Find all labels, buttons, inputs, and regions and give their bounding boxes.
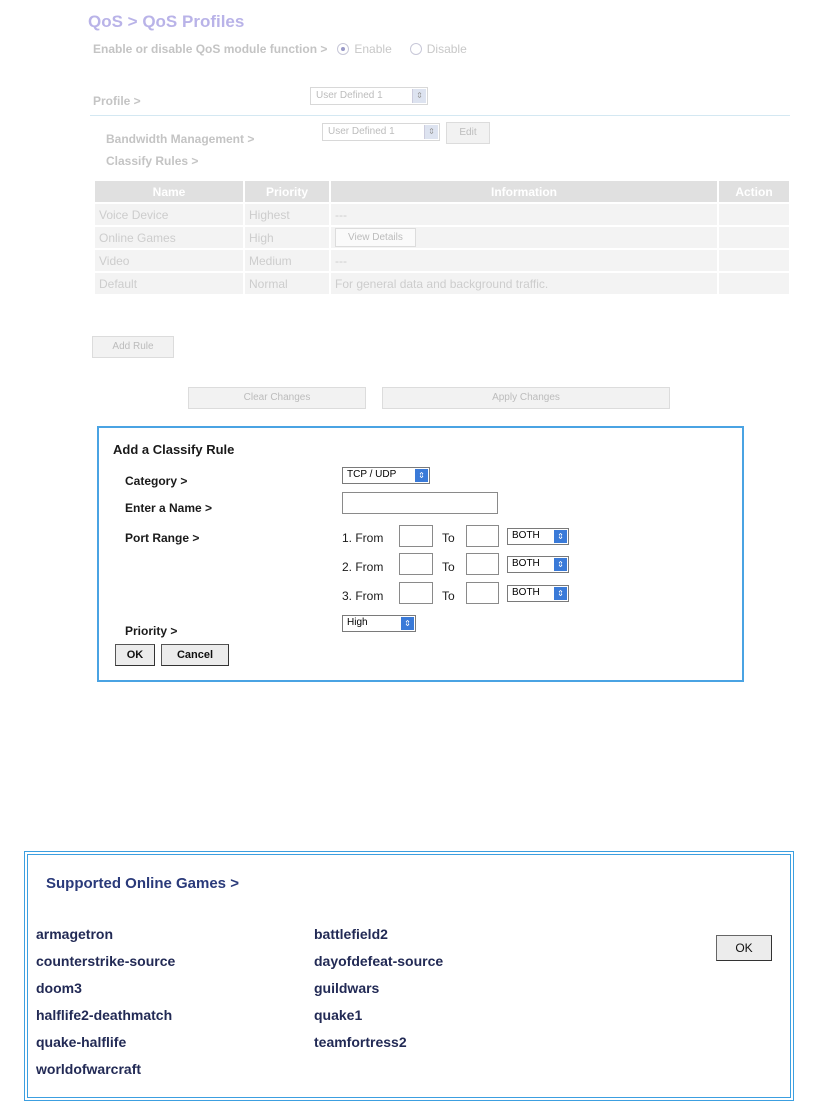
enter-name-label: Enter a Name > — [125, 501, 213, 515]
clear-changes-button[interactable]: Clear Changes — [188, 387, 366, 409]
row-priority: Medium — [245, 250, 329, 271]
header-name: Name — [95, 181, 243, 202]
game-item: doom3 — [36, 980, 82, 996]
port-from-label: 3. From — [342, 589, 384, 603]
port-to-input[interactable] — [466, 553, 499, 575]
port-from-input[interactable] — [399, 525, 433, 547]
category-label: Category > — [125, 474, 188, 488]
supported-games-dialog — [24, 851, 794, 1101]
port-to-label: To — [442, 589, 455, 603]
row-action — [719, 227, 789, 248]
game-item: armagetron — [36, 926, 114, 942]
enable-radio[interactable] — [337, 43, 349, 55]
category-select-value: TCP / UDP — [347, 469, 397, 480]
port-to-input[interactable] — [466, 525, 499, 547]
game-item: guildwars — [314, 980, 380, 996]
disable-radio[interactable] — [410, 43, 422, 55]
port-range-label: Port Range > — [125, 531, 200, 545]
game-item: battlefield2 — [314, 926, 388, 942]
game-item: halflife2-deathmatch — [36, 1007, 173, 1023]
enable-row — [93, 42, 475, 56]
game-item: counterstrike-source — [36, 953, 176, 969]
row-priority: Highest — [245, 204, 329, 225]
select-arrows-icon: ⇕ — [424, 125, 438, 139]
row-info — [331, 227, 717, 248]
port-to-label: To — [442, 560, 455, 574]
select-arrows-icon: ⇕ — [415, 469, 428, 482]
edit-button[interactable]: Edit — [446, 122, 490, 144]
row-priority: Normal — [245, 273, 329, 294]
bandwidth-select[interactable] — [322, 123, 440, 141]
enable-label: Enable or disable QoS module function > — [93, 42, 328, 56]
add-classify-rule-dialog — [97, 426, 744, 682]
bandwidth-select-value: User Defined 1 — [328, 126, 395, 137]
port-from-input[interactable] — [399, 553, 433, 575]
row-priority: High — [245, 227, 329, 248]
priority-select-value: High — [347, 617, 368, 628]
row-info: For general data and background traffic. — [331, 273, 717, 294]
select-arrows-icon: ⇕ — [401, 617, 414, 630]
game-item: worldofwarcraft — [36, 1061, 142, 1077]
rules-table — [93, 179, 791, 296]
select-arrows-icon: ⇕ — [412, 89, 426, 103]
enable-radio-label: Enable — [354, 42, 392, 56]
table-header-row — [95, 181, 789, 202]
table-row — [95, 250, 789, 271]
view-details-button[interactable]: View Details — [335, 228, 416, 247]
row-name: Video — [95, 250, 243, 271]
game-item: quake-halflife — [36, 1034, 127, 1050]
game-item: teamfortress2 — [314, 1034, 407, 1050]
select-arrows-icon: ⇕ — [554, 558, 567, 571]
port-from-label: 2. From — [342, 560, 384, 574]
port-protocol-select[interactable] — [507, 528, 569, 545]
table-row — [95, 227, 789, 248]
header-information: Information — [331, 181, 717, 202]
port-to-label: To — [442, 531, 455, 545]
port-protocol-select[interactable] — [507, 556, 569, 573]
page-title: QoS > QoS Profiles — [88, 12, 245, 31]
header-priority: Priority — [245, 181, 329, 202]
profile-label: Profile > — [93, 94, 141, 108]
port-protocol-select[interactable] — [507, 585, 569, 602]
row-action — [719, 204, 789, 225]
row-name: Default — [95, 273, 243, 294]
row-action — [719, 273, 789, 294]
table-row — [95, 204, 789, 225]
protocol-value: BOTH — [512, 558, 540, 569]
category-select[interactable] — [342, 467, 430, 484]
port-from-label: 1. From — [342, 531, 384, 545]
classify-rules-label: Classify Rules > — [106, 154, 199, 168]
disable-radio-label: Disable — [426, 42, 467, 56]
apply-changes-button[interactable]: Apply Changes — [382, 387, 670, 409]
divider — [90, 115, 790, 116]
row-name: Voice Device — [95, 204, 243, 225]
profile-select[interactable] — [310, 87, 428, 105]
protocol-value: BOTH — [512, 530, 540, 541]
bandwidth-label: Bandwidth Management > — [106, 132, 255, 146]
select-arrows-icon: ⇕ — [554, 530, 567, 543]
game-item: quake1 — [314, 1007, 363, 1023]
add-rule-button[interactable]: Add Rule — [92, 336, 174, 358]
header-action: Action — [719, 181, 789, 202]
ok-button[interactable]: OK — [115, 644, 155, 666]
name-input[interactable] — [342, 492, 498, 514]
game-item: dayofdefeat-source — [314, 953, 444, 969]
table-row — [95, 273, 789, 294]
row-name: Online Games — [95, 227, 243, 248]
cancel-button[interactable]: Cancel — [161, 644, 229, 666]
dialog-title: Add a Classify Rule — [113, 442, 235, 457]
priority-label: Priority > — [125, 624, 178, 638]
row-info: --- — [331, 250, 717, 271]
port-to-input[interactable] — [466, 582, 499, 604]
select-arrows-icon: ⇕ — [554, 587, 567, 600]
games-ok-button[interactable]: OK — [716, 935, 772, 961]
games-title: Supported Online Games > — [46, 875, 239, 892]
priority-select[interactable] — [342, 615, 416, 632]
port-from-input[interactable] — [399, 582, 433, 604]
row-info: --- — [331, 204, 717, 225]
profile-select-value: User Defined 1 — [316, 90, 383, 101]
protocol-value: BOTH — [512, 587, 540, 598]
row-action — [719, 250, 789, 271]
